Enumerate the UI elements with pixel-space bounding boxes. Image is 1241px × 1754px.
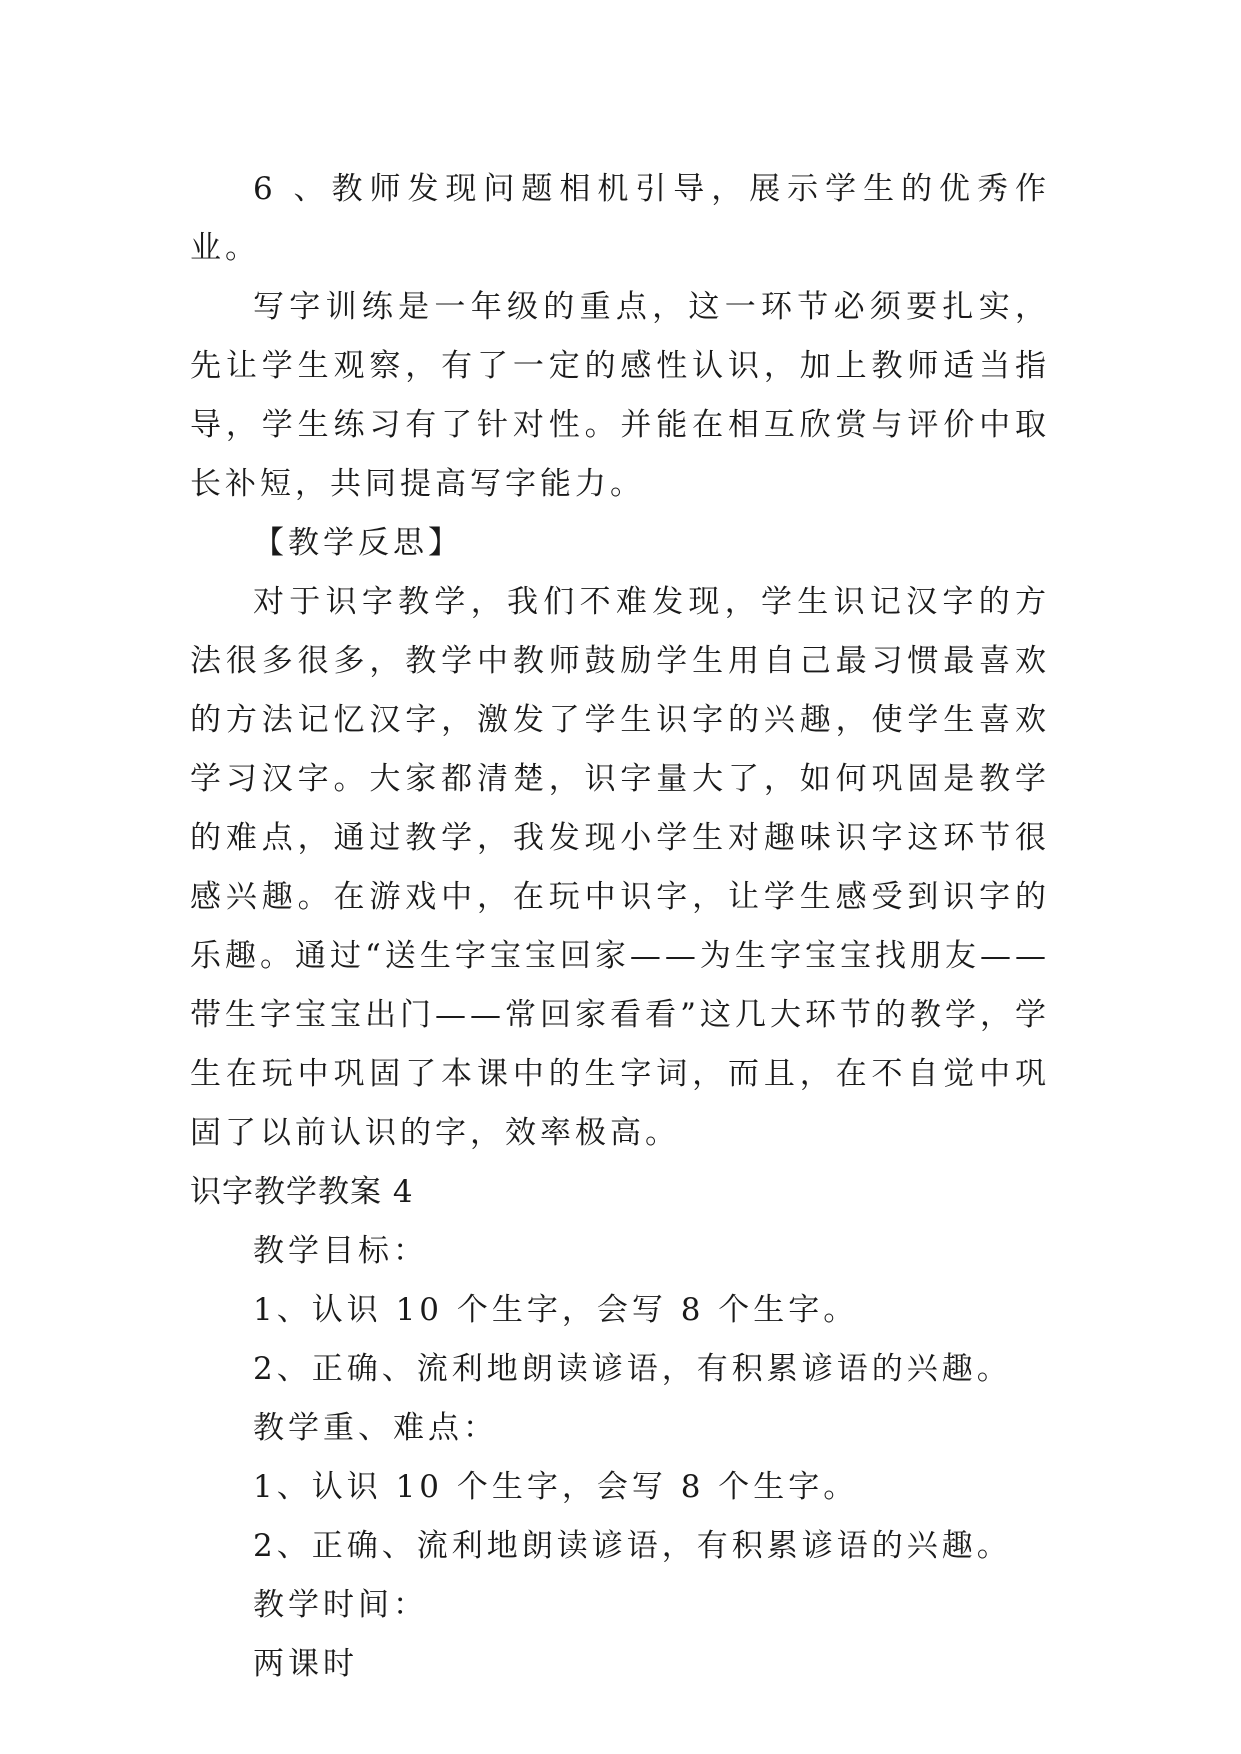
section-4-title: 识字教学教案 4 [190, 1174, 414, 1210]
document-page [190, 160, 1050, 1694]
reflection-title: 【教学反思】 [253, 525, 463, 561]
step-6-paragraph: 6 、教师发现问题相机引导，展示学生的优秀作业。 [190, 171, 1050, 266]
reflection-body: 对于识字教学，我们不难发现，学生识记汉字的方法很多很多，教学中教师鼓励学生用自己最习惯最喜欢的方法记忆汉字，激发了学生识字的兴趣，使学生喜欢学习汉字。大家都清楚，识字量大了，如何巩固是教学的难点，通过教学，我发现小学生对趣味识字这环节很感兴趣。在游戏中，在玩中识字，让学生感受到识字的乐趣。通过“送生字宝宝回家——为生字宝宝找朋友——带生字宝宝出门——常回家看看”这几大环节的教学，学生在玩中巩固了本课中的生字词，而且，在不自觉中巩固了以前认识的字，效率极高。 [190, 584, 1050, 1151]
goal-item: 2、正确、流利地朗读谚语，有积累谚语的兴趣。 [253, 1351, 1012, 1387]
goals-label: 教学目标： [253, 1233, 428, 1269]
writing-training-paragraph: 写字训练是一年级的重点，这一环节必须要扎实，先让学生观察，有了一定的感性认识，加上教师适当指导，学生练习有了针对性。并能在相互欣赏与评价中取长补短，共同提高写字能力。 [190, 289, 1050, 502]
time-label: 教学时间： [253, 1587, 428, 1623]
key-points-label: 教学重、难点： [253, 1410, 498, 1446]
key-point-item: 2、正确、流利地朗读谚语，有积累谚语的兴趣。 [253, 1528, 1012, 1564]
key-point-item: 1、认识 10 个生字，会写 8 个生字。 [253, 1469, 859, 1505]
time-value: 两课时 [253, 1646, 358, 1682]
goal-item: 1、认识 10 个生字，会写 8 个生字。 [253, 1292, 859, 1328]
